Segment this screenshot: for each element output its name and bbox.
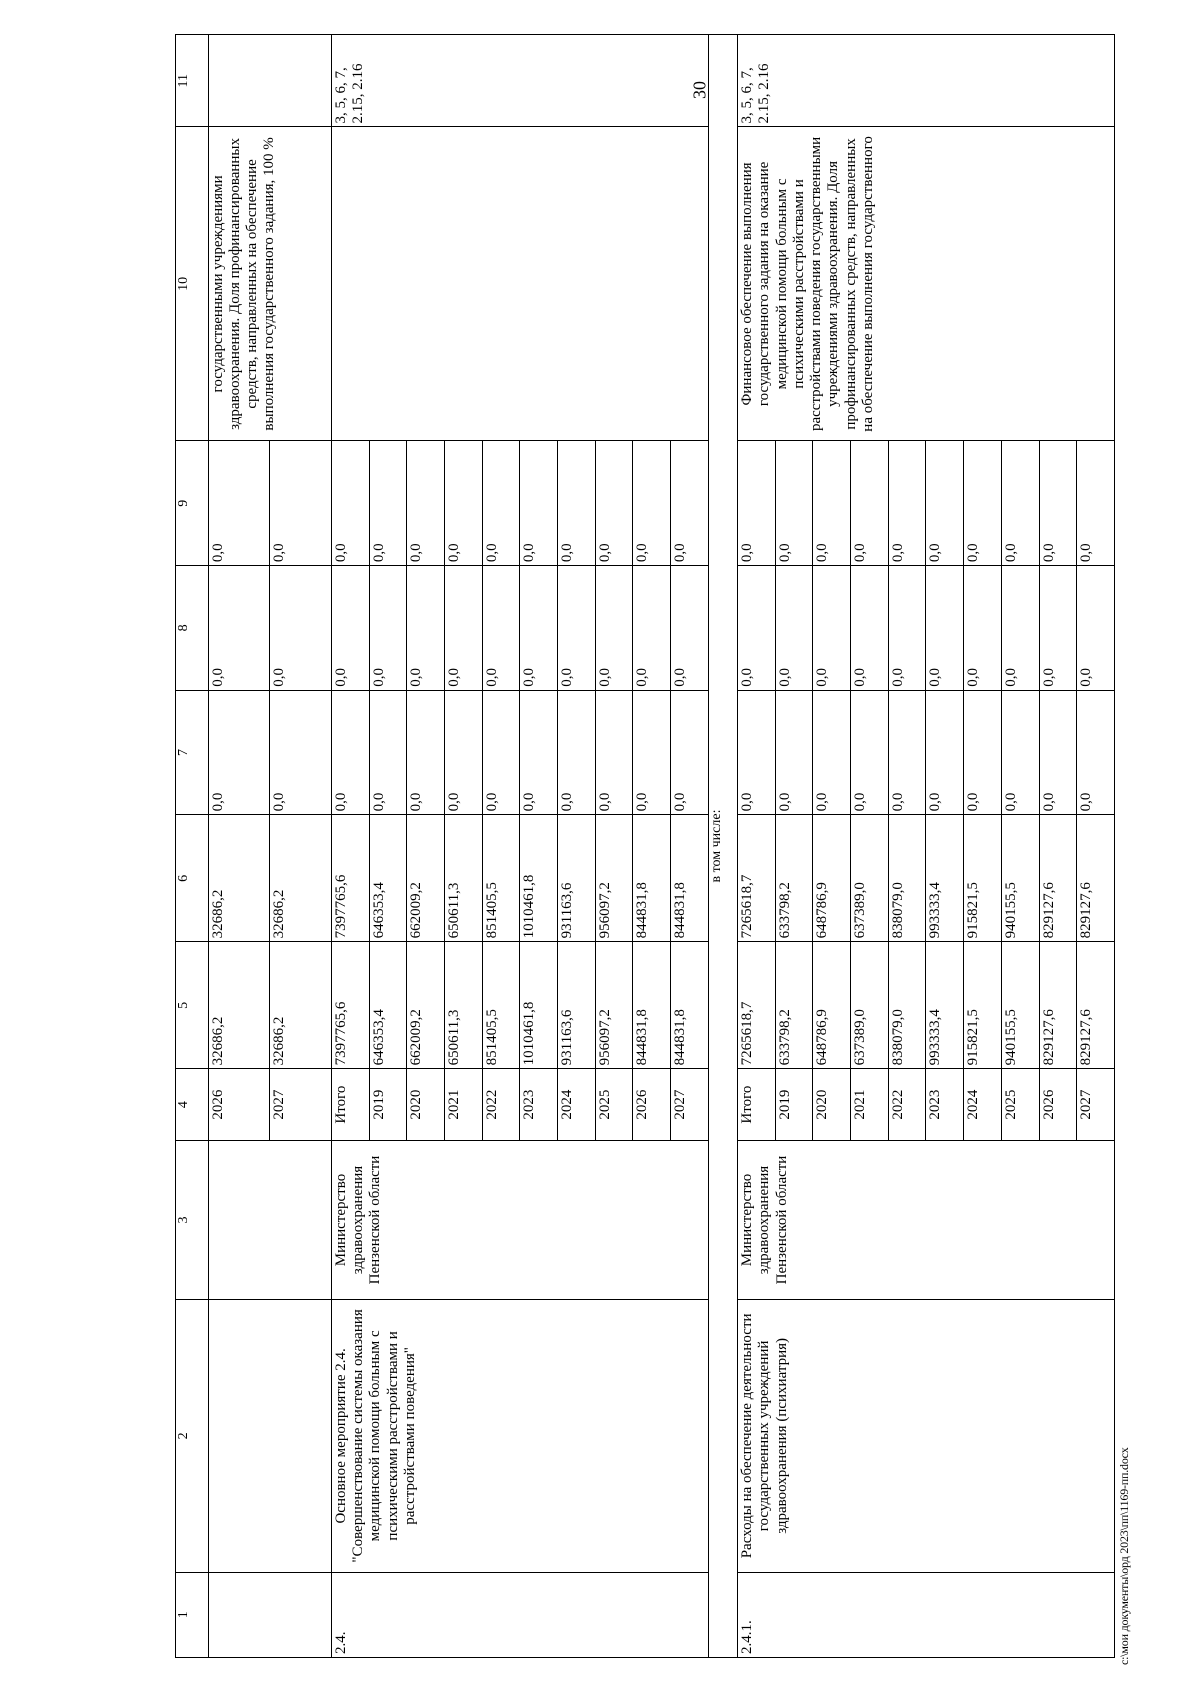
local-budget-cell: 0,0 <box>1077 566 1115 691</box>
year-cell: 2022 <box>482 1069 520 1141</box>
regional-budget-cell: 633798,2 <box>775 815 813 942</box>
year-cell: 2026 <box>208 1069 270 1141</box>
federal-budget-cell: 0,0 <box>208 690 270 815</box>
continuation-organization <box>208 1140 331 1299</box>
total-cell: 7397765,6 <box>331 942 369 1069</box>
footer-file-path: c:\мои документы\орд 2023\пп\1169-пп.docx <box>1117 1447 1131 1665</box>
regional-budget-cell: 7265618,7 <box>738 815 776 942</box>
other-sources-cell: 0,0 <box>369 441 407 566</box>
federal-budget-cell: 0,0 <box>964 690 1002 815</box>
activity-2-4-1-number: 2.4.1. <box>738 1572 1115 1657</box>
year-cell: 2019 <box>775 1069 813 1141</box>
total-cell: 32686,2 <box>270 942 332 1069</box>
col-header-11: 11 <box>176 35 209 127</box>
col-header-10: 10 <box>176 127 209 441</box>
year-cell: 2027 <box>270 1069 332 1141</box>
other-sources-cell: 0,0 <box>482 441 520 566</box>
header-row <box>176 35 209 1658</box>
federal-budget-cell: 0,0 <box>595 690 633 815</box>
other-sources-cell: 0,0 <box>964 441 1002 566</box>
other-sources-cell: 0,0 <box>926 441 964 566</box>
local-budget-cell: 0,0 <box>633 566 671 691</box>
total-cell: 829127,6 <box>1077 942 1115 1069</box>
federal-budget-cell: 0,0 <box>1001 690 1039 815</box>
total-cell: 851405,5 <box>482 942 520 1069</box>
other-sources-cell: 0,0 <box>775 441 813 566</box>
col-header-5: 5 <box>176 942 209 1069</box>
regional-budget-cell: 829127,6 <box>1039 815 1077 942</box>
year-cell: 2020 <box>407 1069 445 1141</box>
federal-budget-cell: 0,0 <box>1039 690 1077 815</box>
federal-budget-cell: 0,0 <box>444 690 482 815</box>
regional-budget-cell: 32686,2 <box>208 815 270 942</box>
total-cell: 648786,9 <box>813 942 851 1069</box>
federal-budget-cell: 0,0 <box>520 690 558 815</box>
year-cell: 2023 <box>520 1069 558 1141</box>
other-sources-cell: 0,0 <box>270 441 332 566</box>
total-cell: 829127,6 <box>1039 942 1077 1069</box>
regional-budget-cell: 648786,9 <box>813 815 851 942</box>
local-budget-cell: 0,0 <box>1039 566 1077 691</box>
federal-budget-cell: 0,0 <box>407 690 445 815</box>
col-header-2: 2 <box>176 1300 209 1572</box>
rotated-table-container <box>175 34 1115 1658</box>
total-cell: 650611,3 <box>444 942 482 1069</box>
federal-budget-cell: 0,0 <box>482 690 520 815</box>
total-cell: 662009,2 <box>407 942 445 1069</box>
col-header-7: 7 <box>176 690 209 815</box>
activity-2-4-organization: Министерство здравоохранения Пензенской области <box>331 1140 708 1299</box>
other-sources-cell: 0,0 <box>738 441 776 566</box>
page-number: 30 <box>689 81 710 99</box>
other-sources-cell: 0,0 <box>851 441 889 566</box>
other-sources-cell: 0,0 <box>633 441 671 566</box>
other-sources-cell: 0,0 <box>1077 441 1115 566</box>
local-budget-cell: 0,0 <box>1001 566 1039 691</box>
table-body <box>176 35 1115 1658</box>
separator-row <box>708 35 737 1658</box>
regional-budget-cell: 829127,6 <box>1077 815 1115 942</box>
regional-budget-cell: 7397765,6 <box>331 815 369 942</box>
federal-budget-cell: 0,0 <box>558 690 596 815</box>
local-budget-cell: 0,0 <box>888 566 926 691</box>
total-cell: 993333,4 <box>926 942 964 1069</box>
local-budget-cell: 0,0 <box>775 566 813 691</box>
year-cell: 2023 <box>926 1069 964 1141</box>
col-header-9: 9 <box>176 441 209 566</box>
other-sources-cell: 0,0 <box>888 441 926 566</box>
continuation-indicator: государственными учреждениями здравоохранения. Доля профинансированных средств, направленных на обеспечение выполнения государственного задания, 100 % <box>208 127 331 441</box>
separator-label: в том числе: <box>708 35 737 1658</box>
total-cell: 844831,8 <box>671 942 709 1069</box>
total-cell: 7265618,7 <box>738 942 776 1069</box>
federal-budget-cell: 0,0 <box>331 690 369 815</box>
federal-budget-cell: 0,0 <box>775 690 813 815</box>
year-cell: 2025 <box>595 1069 633 1141</box>
local-budget-cell: 0,0 <box>851 566 889 691</box>
year-cell: 2020 <box>813 1069 851 1141</box>
year-cell: 2025 <box>1001 1069 1039 1141</box>
federal-budget-cell: 0,0 <box>633 690 671 815</box>
year-cell: 2026 <box>1039 1069 1077 1141</box>
continuation-indicator-numbers <box>208 35 331 127</box>
year-cell: 2022 <box>888 1069 926 1141</box>
total-cell: 633798,2 <box>775 942 813 1069</box>
local-budget-cell: 0,0 <box>208 566 270 691</box>
other-sources-cell: 0,0 <box>444 441 482 566</box>
year-cell: 2021 <box>851 1069 889 1141</box>
other-sources-cell: 0,0 <box>331 441 369 566</box>
activity-2-4-1-row <box>738 35 776 1658</box>
federal-budget-cell: 0,0 <box>813 690 851 815</box>
col-header-8: 8 <box>176 566 209 691</box>
total-cell: 32686,2 <box>208 942 270 1069</box>
regional-budget-cell: 940155,5 <box>1001 815 1039 942</box>
local-budget-cell: 0,0 <box>964 566 1002 691</box>
regional-budget-cell: 650611,3 <box>444 815 482 942</box>
total-cell: 931163,6 <box>558 942 596 1069</box>
local-budget-cell: 0,0 <box>369 566 407 691</box>
financing-table <box>175 34 1115 1658</box>
total-cell: 637389,0 <box>851 942 889 1069</box>
local-budget-cell: 0,0 <box>482 566 520 691</box>
year-cell: 2024 <box>558 1069 596 1141</box>
local-budget-cell: 0,0 <box>520 566 558 691</box>
year-cell: 2026 <box>633 1069 671 1141</box>
local-budget-cell: 0,0 <box>595 566 633 691</box>
local-budget-cell: 0,0 <box>813 566 851 691</box>
total-cell: 915821,5 <box>964 942 1002 1069</box>
year-cell: 2024 <box>964 1069 1002 1141</box>
continuation-title <box>208 1300 331 1572</box>
federal-budget-cell: 0,0 <box>888 690 926 815</box>
regional-budget-cell: 851405,5 <box>482 815 520 942</box>
federal-budget-cell: 0,0 <box>270 690 332 815</box>
activity-2-4-1-indicator: Финансовое обеспечение выполнения государственного задания на оказание медицинской помощи больным с психическими расстройствами и расстройствами поведения государственными учреждениями здравоохранения. Доля профинансированных средств, направленных на обеспечение выполнения государственного <box>738 127 1115 441</box>
federal-budget-cell: 0,0 <box>738 690 776 815</box>
other-sources-cell: 0,0 <box>595 441 633 566</box>
regional-budget-cell: 844831,8 <box>633 815 671 942</box>
regional-budget-cell: 931163,6 <box>558 815 596 942</box>
col-header-6: 6 <box>176 815 209 942</box>
other-sources-cell: 0,0 <box>813 441 851 566</box>
activity-2-4-indicator-numbers: 3, 5, 6, 7, 2.15, 2.16 <box>331 35 708 127</box>
local-budget-cell: 0,0 <box>558 566 596 691</box>
other-sources-cell: 0,0 <box>520 441 558 566</box>
federal-budget-cell: 0,0 <box>851 690 889 815</box>
other-sources-cell: 0,0 <box>407 441 445 566</box>
year-cell: 2027 <box>671 1069 709 1141</box>
other-sources-cell: 0,0 <box>208 441 270 566</box>
year-cell: 2019 <box>369 1069 407 1141</box>
total-cell: 1010461,8 <box>520 942 558 1069</box>
year-cell: 2021 <box>444 1069 482 1141</box>
local-budget-cell: 0,0 <box>738 566 776 691</box>
year-cell: 2027 <box>1077 1069 1115 1141</box>
federal-budget-cell: 0,0 <box>1077 690 1115 815</box>
regional-budget-cell: 844831,8 <box>671 815 709 942</box>
col-header-4: 4 <box>176 1069 209 1141</box>
activity-2-4-row <box>331 35 369 1658</box>
year-cell: Итого <box>331 1069 369 1141</box>
federal-budget-cell: 0,0 <box>671 690 709 815</box>
col-header-1: 1 <box>176 1572 209 1657</box>
other-sources-cell: 0,0 <box>1039 441 1077 566</box>
local-budget-cell: 0,0 <box>671 566 709 691</box>
activity-2-4-title: Основное мероприятие 2.4. "Совершенствование системы оказания медицинской помощи больным с психическими расстройствами и расстройствами поведения" <box>331 1300 708 1572</box>
regional-budget-cell: 956097,2 <box>595 815 633 942</box>
year-cell: Итого <box>738 1069 776 1141</box>
local-budget-cell: 0,0 <box>926 566 964 691</box>
regional-budget-cell: 1010461,8 <box>520 815 558 942</box>
continuation-number <box>208 1572 331 1657</box>
local-budget-cell: 0,0 <box>270 566 332 691</box>
col-header-3: 3 <box>176 1140 209 1299</box>
regional-budget-cell: 646353,4 <box>369 815 407 942</box>
activity-2-4-number: 2.4. <box>331 1572 708 1657</box>
regional-budget-cell: 993333,4 <box>926 815 964 942</box>
total-cell: 956097,2 <box>595 942 633 1069</box>
activity-2-4-1-indicator-numbers: 3, 5, 6, 7, 2.15, 2.16 <box>738 35 1115 127</box>
local-budget-cell: 0,0 <box>331 566 369 691</box>
total-cell: 838079,0 <box>888 942 926 1069</box>
activity-2-4-1-organization: Министерство здравоохранения Пензенской области <box>738 1140 1115 1299</box>
total-cell: 844831,8 <box>633 942 671 1069</box>
total-cell: 646353,4 <box>369 942 407 1069</box>
federal-budget-cell: 0,0 <box>926 690 964 815</box>
regional-budget-cell: 662009,2 <box>407 815 445 942</box>
other-sources-cell: 0,0 <box>671 441 709 566</box>
federal-budget-cell: 0,0 <box>369 690 407 815</box>
continuation-row <box>208 35 270 1658</box>
activity-2-4-indicator <box>331 127 708 441</box>
other-sources-cell: 0,0 <box>558 441 596 566</box>
regional-budget-cell: 915821,5 <box>964 815 1002 942</box>
regional-budget-cell: 32686,2 <box>270 815 332 942</box>
other-sources-cell: 0,0 <box>1001 441 1039 566</box>
local-budget-cell: 0,0 <box>407 566 445 691</box>
total-cell: 940155,5 <box>1001 942 1039 1069</box>
regional-budget-cell: 637389,0 <box>851 815 889 942</box>
regional-budget-cell: 838079,0 <box>888 815 926 942</box>
local-budget-cell: 0,0 <box>444 566 482 691</box>
activity-2-4-1-title: Расходы на обеспечение деятельности государственных учреждений здравоохранения (психиатрия) <box>738 1300 1115 1572</box>
